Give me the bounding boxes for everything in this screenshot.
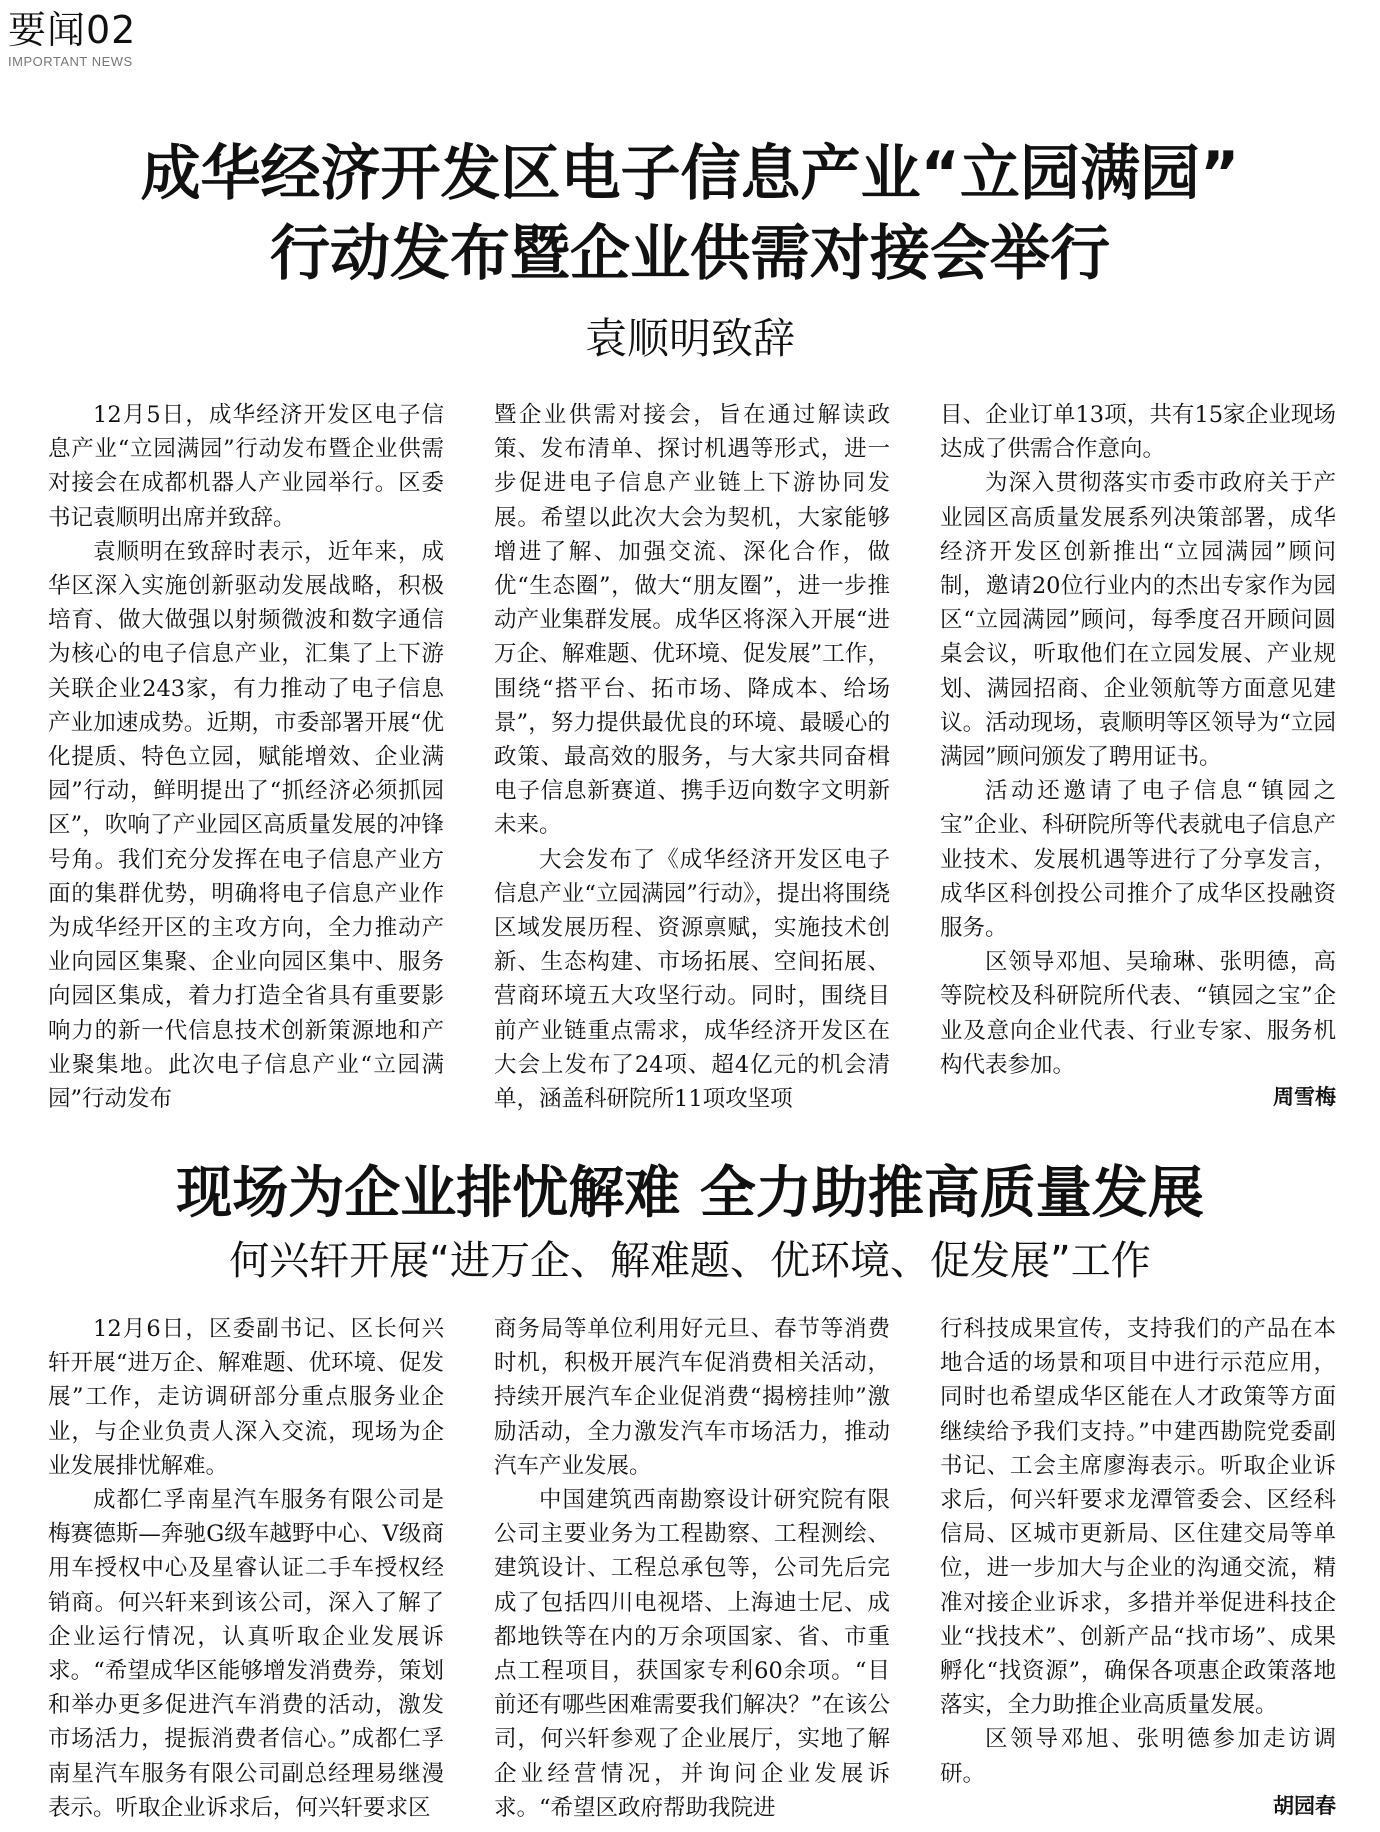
article2-byline: 胡园春 — [1273, 1793, 1336, 1818]
paragraph: 商务局等单位利用好元旦、春节等消费时机，积极开展汽车促消费相关活动，持续开展汽车企业促消费“揭榜挂帅”激励活动，全力激发汽车市场活力，推动汽车产业发展。 — [494, 1316, 890, 1479]
paragraph: 大会发布了《成华经济开发区电子信息产业“立园满园”行动》，提出将围绕区域发展历程、资源禀赋，实施技术创新、生态构建、市场拓展、空间拓展、营商环境五大攻坚行动。同时，围绕目前产业链重点需求，成华经济开发区在大会上发布了24项、超4亿元的机会清单，涵盖科研院所11项攻坚项 — [494, 846, 890, 1113]
article2-body — [48, 1312, 1338, 1825]
paragraph: 成都仁孚南星汽车服务有限公司是梅赛德斯—奔驰G级车越野中心、V级商用车授权中心及星睿认证二手车授权经销商。何兴轩来到该公司，深入了解了企业运行情况，认真听取企业发展诉求。“希望成华区能够增发消费券，策划和举办更多促进汽车消费的活动，激发市场活力，提振消费者信心。”成都仁孚南星汽车服务有限公司副总经理易继漫表示。听取企业诉求后，何兴轩要求区 — [48, 1487, 444, 1821]
article2-headline: 现场为企业排忧解难 全力助推高质量发展 — [176, 1161, 1204, 1226]
article1-headline-line2: 行动发布暨企业供需对接会举行 — [270, 219, 1110, 289]
paragraph: 区领导邓旭、吴瑜琳、张明德，高等院校及科研院所代表、“镇园之宝”企业及意向企业代表、行业专家、服务机构代表参加。 — [940, 949, 1336, 1078]
paragraph: 12月5日，成华经济开发区电子信息产业“立园满园”行动发布暨企业供需对接会在成都机器人产业园举行。区委书记袁顺明出席并致辞。 — [48, 402, 444, 531]
article2-subheadline: 何兴轩开展“进万企、解难题、优环境、促发展”工作 — [229, 1238, 1151, 1284]
section-header — [8, 8, 136, 69]
article2-column-2 — [494, 1312, 890, 1825]
paragraph: 区领导邓旭、张明德参加走访调研。 — [940, 1726, 1336, 1787]
paragraph: 中国建筑西南勘察设计研究院有限公司主要业务为工程勘察、工程测绘、建筑设计、工程总承包等，公司先后完成了包括四川电视塔、上海迪士尼、成都地铁等在内的万余项国家、省、市重点工程项目，获国家专利60余项。“目前还有哪些困难需要我们解决？”在该公司，何兴轩参观了企业展厅，实地了解企业经营情况，并询问企业发展诉求。“希望区政府帮助我院进 — [494, 1487, 890, 1821]
paragraph: 暨企业供需对接会，旨在通过解读政策、发布清单、探讨机遇等形式，进一步促进电子信息产业链上下游协同发展。希望以此次大会为契机，大家能够增进了解、加强交流、深化合作，做优“生态圈”，做大“朋友圈”，进一步推动产业集群发展。成华区将深入开展“进万企、解难题、优环境、促发展”工作，围绕“搭平台、拓市场、降成本、给场景”，努力提供最优良的环境、最暖心的政策、最高效的服务，与大家共同奋楫电子信息新赛道、携手迈向数字文明新未来。 — [494, 402, 890, 839]
paragraph: 行科技成果宣传，支持我们的产品在本地合适的场景和项目中进行示范应用，同时也希望成华区能在人才政策等方面继续给予我们支持。”中建西勘院党委副书记、工会主席廖海表示。听取企业诉求后，何兴轩要求龙潭管委会、区经科信局、区城市更新局、区住建交局等单位，进一步加大与企业的沟通交流，精准对接企业诉求，多措并举促进科技企业“找技术”、创新产品“找市场”、成果孵化“找资源”，确保各项惠企政策落地落实，全力助推企业高质量发展。 — [940, 1316, 1336, 1719]
paragraph: 目、企业订单13项，共有15家企业现场达成了供需合作意向。 — [940, 402, 1336, 463]
paragraph: 活动还邀请了电子信息“镇园之宝”企业、科研院所等代表就电子信息产业技术、发展机遇等进行了分享发言，成华区科创投公司推介了成华区投融资服务。 — [940, 778, 1336, 942]
article1-column-2 — [494, 398, 890, 1116]
section-subtitle: IMPORTANT NEWS — [8, 54, 133, 69]
article2-column-1 — [48, 1312, 444, 1825]
article1-byline: 周雪梅 — [1273, 1085, 1336, 1110]
paragraph: 袁顺明在致辞时表示，近年来，成华区深入实施创新驱动发展战略，积极培育、做大做强以射频微波和数字通信为核心的电子信息产业，汇集了上下游关联企业243家，有力推动了电子信息产业加速成势。近期，市委部署开展“优化提质、特色立园，赋能增效、企业满园”行动，鲜明提出了“抓经济必须抓园区”，吹响了产业园区高质量发展的冲锋号角。我们充分发挥在电子信息产业方面的集群优势，明确将电子信息产业作为成华经开区的主攻方向，全力推动产业向园区集聚、企业向园区集中、服务向园区集成，着力打造全省具有重要影响力的新一代信息技术创新策源地和产业聚集地。此次电子信息产业“立园满园”行动发布 — [48, 538, 444, 1113]
article1-column-1 — [48, 398, 444, 1116]
article1-body — [48, 398, 1338, 1116]
article1-subheadline: 袁顺明致辞 — [584, 314, 795, 363]
paragraph: 为深入贯彻落实市委市政府关于产业园区高质量发展系列决策部署，成华经济开发区创新推出“立园满园”顾问制，邀请20位行业内的杰出专家作为园区“立园满园”顾问，每季度召开顾问圆桌会议，听取他们在立园发展、产业规划、满园招商、企业领航等方面意见建议。活动现场，袁顺明等区领导为“立园满园”顾问颁发了聘用证书。 — [940, 470, 1336, 771]
section-title: 要闻02 — [8, 8, 137, 52]
article1-headline-line1: 成华经济开发区电子信息产业“立园满园” — [140, 139, 1240, 209]
article1-column-3 — [940, 398, 1336, 1116]
article2-column-3 — [940, 1312, 1336, 1825]
paragraph: 12月6日，区委副书记、区长何兴轩开展“进万企、解难题、优环境、促发展”工作，走访调研部分重点服务业企业，与企业负责人深入交流，现场为企业发展排忧解难。 — [48, 1316, 444, 1479]
